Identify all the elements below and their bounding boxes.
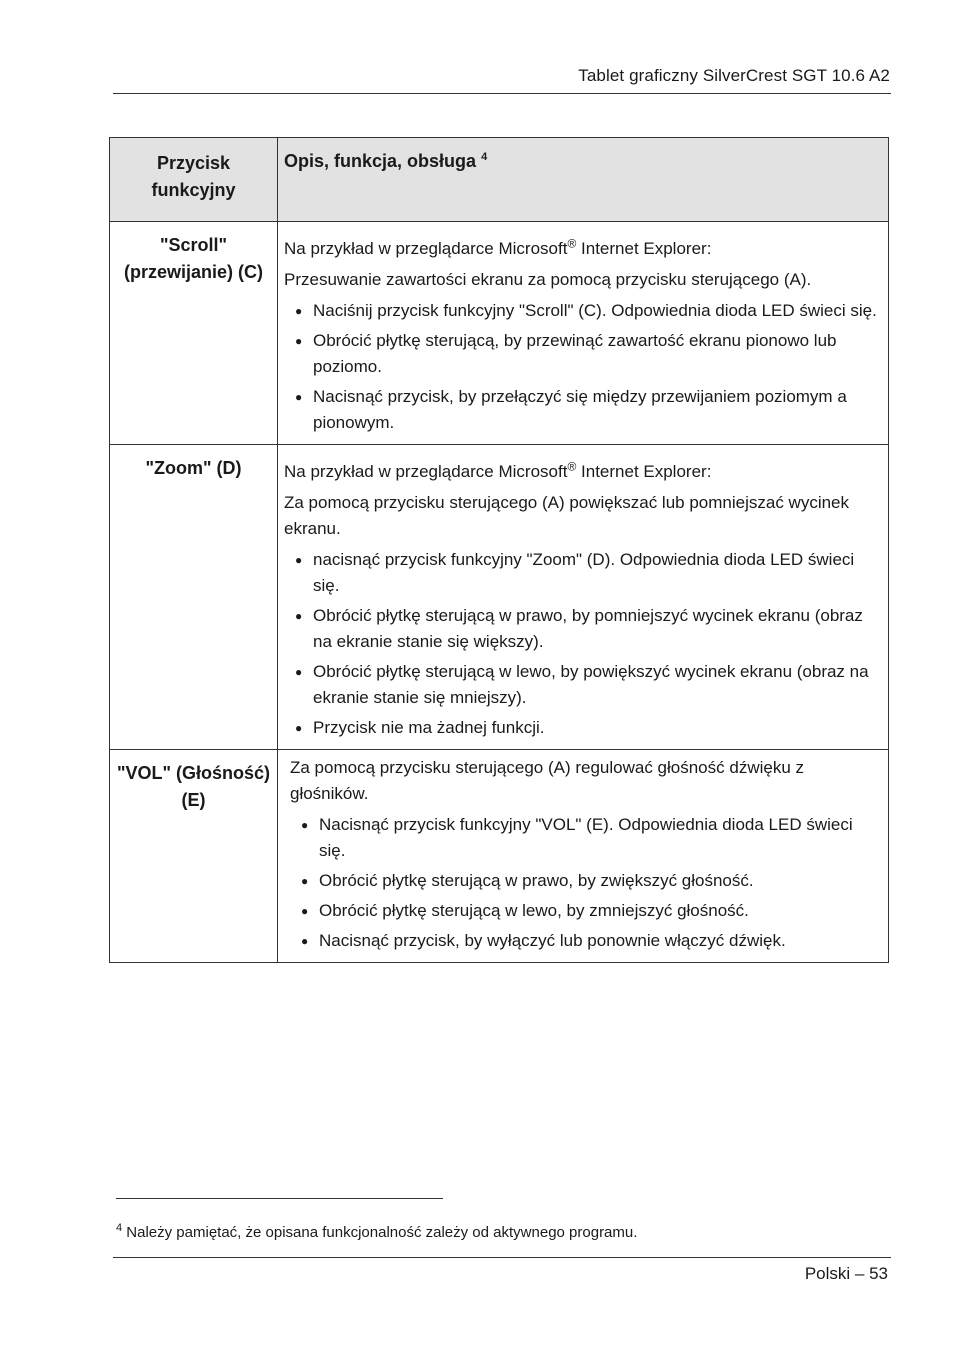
list-item: ● Nacisnąć przycisk, by wyłączyć lub ponownie włączyć dźwięk. xyxy=(290,928,882,954)
bullet-icon: ● xyxy=(295,390,303,404)
footnote-ref: 4 xyxy=(481,151,488,163)
button-name-zoom: "Zoom" (D) xyxy=(110,445,278,750)
description-text: Przesuwanie zawartości ekranu za pomocą przycisku sterującego (A). xyxy=(284,270,812,289)
bullet-icon: ● xyxy=(301,874,309,888)
footnote-number: 4 xyxy=(116,1222,123,1234)
footer-language: Polski xyxy=(804,1264,851,1283)
description-vol xyxy=(278,750,889,963)
intro-line: Na przykład w przeglądarce Microsoft® Internet Explorer: xyxy=(284,236,712,258)
registered-mark: ® xyxy=(567,459,577,474)
bullet-icon: ● xyxy=(301,818,309,832)
footnote xyxy=(116,1222,637,1241)
footnote-text: Należy pamiętać, że opisana funkcjonalność zależy od aktywnego programu. xyxy=(122,1224,638,1241)
list-item: ● Przycisk nie ma żadnej funkcji. xyxy=(284,715,882,741)
registered-mark: ® xyxy=(567,236,577,251)
button-name-scroll: "Scroll" (przewijanie) (C) xyxy=(110,222,278,445)
bullet-icon: ● xyxy=(301,934,309,948)
intro-line: Na przykład w przeglądarce Microsoft® Internet Explorer: xyxy=(284,459,712,481)
list-item: ● Obrócić płytkę sterującą w lewo, by zmniejszyć głośność. xyxy=(290,898,882,924)
bullet-icon: ● xyxy=(301,904,309,918)
page-number: 53 xyxy=(869,1264,888,1283)
header-divider xyxy=(113,93,891,94)
bullet-list xyxy=(290,812,882,954)
bullet-icon: ● xyxy=(295,665,303,679)
description-text: Za pomocą przycisku sterującego (A) powiększać lub pomniejszać wycinek ekranu. xyxy=(284,493,850,538)
list-item: ● Obrócić płytkę sterującą w prawo, by pomniejszyć wycinek ekranu (obraz na ekranie stanie się większy). xyxy=(284,603,882,655)
list-item: ● Obrócić płytkę sterującą w lewo, by powiększyć wycinek ekranu (obraz na ekranie stanie się mniejszy). xyxy=(284,659,882,711)
description-text: Za pomocą przycisku sterującego (A) regulować głośność dźwięku z głośników. xyxy=(290,758,805,803)
bullet-icon: ● xyxy=(295,553,303,567)
table-row-vol xyxy=(110,750,889,963)
bullet-list xyxy=(284,298,882,436)
list-item: ● Naciśnij przycisk funkcyjny "Scroll" (C). Odpowiednia dioda LED świeci się. xyxy=(284,298,882,324)
bullet-icon: ● xyxy=(295,609,303,623)
column-header-description-label: Opis, funkcja, obsługa xyxy=(284,151,477,171)
bullet-icon: ● xyxy=(295,721,303,735)
table-row-scroll xyxy=(110,222,889,445)
footer-separator: – xyxy=(850,1264,870,1283)
column-header-description xyxy=(278,138,889,222)
bullet-icon: ● xyxy=(295,334,303,348)
description-scroll xyxy=(278,222,889,445)
document-header-title: Tablet graficzny SilverCrest SGT 10.6 A2 xyxy=(578,66,890,85)
button-name-vol: "VOL" (Głośność) (E) xyxy=(110,750,278,963)
bullet-icon: ● xyxy=(295,304,303,318)
table-row-zoom xyxy=(110,445,889,750)
list-item: ● Obrócić płytkę sterującą, by przewinąć zawartość ekranu pionowo lub poziomo. xyxy=(284,328,882,380)
column-header-button: Przycisk funkcyjny xyxy=(110,138,278,222)
list-item: ● Obrócić płytkę sterującą w prawo, by zwiększyć głośność. xyxy=(290,868,882,894)
table-header-row xyxy=(110,138,889,222)
page-footer xyxy=(805,1264,888,1284)
bullet-list xyxy=(284,547,882,741)
description-zoom xyxy=(278,445,889,750)
list-item: ● nacisnąć przycisk funkcyjny "Zoom" (D). Odpowiednia dioda LED świeci się. xyxy=(284,547,882,599)
list-item: ● Nacisnąć przycisk, by przełączyć się między przewijaniem poziomym a pionowym. xyxy=(284,384,882,436)
footer-divider xyxy=(113,1257,891,1258)
footnote-divider xyxy=(116,1198,443,1199)
function-buttons-table xyxy=(109,137,889,963)
list-item: ● Nacisnąć przycisk funkcyjny "VOL" (E). Odpowiednia dioda LED świeci się. xyxy=(290,812,882,864)
